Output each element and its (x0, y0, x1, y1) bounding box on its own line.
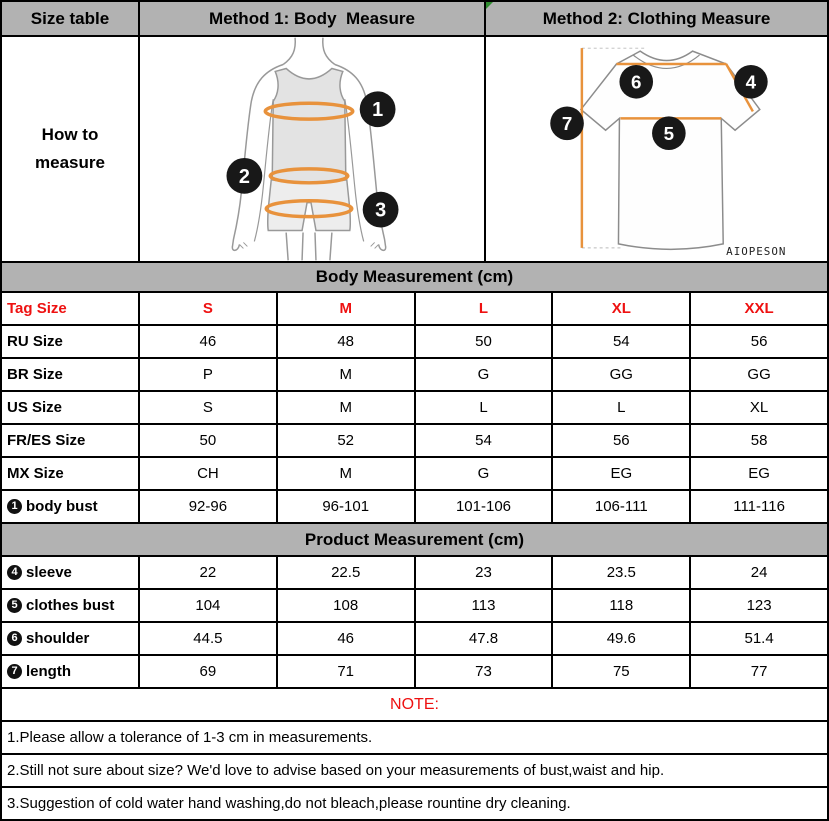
table-row-fres-size (2, 423, 827, 456)
row-label: US Size (7, 399, 63, 416)
svg-text:4: 4 (745, 71, 757, 93)
svg-text:6: 6 (631, 71, 642, 93)
row-label-text: shoulder (26, 630, 90, 647)
marker-5-icon (652, 116, 686, 150)
row-label (2, 623, 138, 654)
clothing-measure-illustration (484, 37, 827, 261)
value-cell: 54 (414, 425, 552, 456)
row-label-text: sleeve (26, 564, 72, 581)
value-cell: S (138, 392, 276, 423)
marker-1-icon (360, 91, 396, 127)
method2-header-label: Method 2: Clothing Measure (542, 8, 771, 28)
row-label (2, 557, 138, 588)
product-measurement-title-row (2, 522, 827, 555)
value-cell: 24 (689, 557, 827, 588)
value-cell: 44.5 (138, 623, 276, 654)
value-cell: 101-106 (414, 491, 552, 522)
value-cell: 113 (414, 590, 552, 621)
value-cell: M (276, 392, 414, 423)
note-row-2 (2, 753, 827, 786)
value-cell: P (138, 359, 276, 390)
svg-text:5: 5 (663, 123, 675, 145)
row-label: FR/ES Size (7, 432, 86, 449)
body-measure-illustration (138, 37, 484, 261)
value-cell: 46 (138, 326, 276, 357)
table-row-us-size (2, 390, 827, 423)
note-row-1 (2, 720, 827, 753)
top-header-row (2, 2, 827, 35)
size-cell: XXL (689, 293, 827, 324)
marker-3-icon (363, 192, 399, 228)
body-measurement-title: Body Measurement (cm) (2, 263, 827, 291)
how-to-measure-label: How to measure (35, 124, 105, 172)
product-measurement-title: Product Measurement (cm) (2, 524, 827, 555)
note-text: 1.Please allow a tolerance of 1-3 cm in measurements. (7, 729, 373, 746)
marker-6-icon (619, 65, 653, 99)
value-cell: 104 (138, 590, 276, 621)
table-row-body-bust (2, 489, 827, 522)
table-row-ru-size (2, 324, 827, 357)
svg-text:3: 3 (375, 199, 387, 222)
svg-text:7: 7 (561, 113, 573, 135)
value-cell: 58 (689, 425, 827, 456)
svg-text:1: 1 (372, 99, 384, 122)
value-cell: GG (551, 359, 689, 390)
size-cell: L (414, 293, 552, 324)
value-cell: 96-101 (276, 491, 414, 522)
row-label (2, 656, 138, 687)
table-row-shoulder (2, 621, 827, 654)
row-label (2, 491, 138, 522)
value-cell: 54 (551, 326, 689, 357)
value-cell: 108 (276, 590, 414, 621)
marker-1-badge-icon: 1 (7, 499, 22, 514)
value-cell: 77 (689, 656, 827, 687)
value-cell: 52 (276, 425, 414, 456)
body-measurement-title-row (2, 261, 827, 291)
tshirt-figure-icon (486, 37, 827, 261)
method1-header: Method 1: Body Measure (138, 2, 484, 35)
value-cell: 71 (276, 656, 414, 687)
value-cell: M (276, 359, 414, 390)
row-label-text: clothes bust (26, 597, 115, 614)
value-cell: L (414, 392, 552, 423)
marker-4-icon (734, 65, 768, 99)
size-cell: S (138, 293, 276, 324)
marker-6-badge-icon: 6 (7, 631, 22, 646)
value-cell: 22 (138, 557, 276, 588)
cell-corner-marker-icon (486, 2, 493, 9)
brand-label: AIOPESON (726, 244, 787, 258)
value-cell: 50 (138, 425, 276, 456)
value-cell: M (276, 458, 414, 489)
table-row-br-size (2, 357, 827, 390)
value-cell: EG (551, 458, 689, 489)
row-label (2, 590, 138, 621)
value-cell: 23 (414, 557, 552, 588)
value-cell: EG (689, 458, 827, 489)
note-title-row (2, 687, 827, 720)
value-cell: 69 (138, 656, 276, 687)
illustration-row (2, 35, 827, 261)
value-cell: XL (689, 392, 827, 423)
size-cell: M (276, 293, 414, 324)
row-label-text: body bust (26, 498, 98, 515)
value-cell: 50 (414, 326, 552, 357)
value-cell: 75 (551, 656, 689, 687)
body-figure-icon (140, 37, 484, 261)
value-cell: 48 (276, 326, 414, 357)
size-table-header: Size table (2, 2, 138, 35)
value-cell: 118 (551, 590, 689, 621)
svg-text:2: 2 (238, 165, 250, 188)
value-cell: 51.4 (689, 623, 827, 654)
value-cell: 47.8 (414, 623, 552, 654)
marker-7-badge-icon: 7 (7, 664, 22, 679)
marker-7-icon (550, 106, 584, 140)
marker-4-badge-icon: 4 (7, 565, 22, 580)
note-title: NOTE: (390, 695, 439, 713)
value-cell: 56 (551, 425, 689, 456)
value-cell: 49.6 (551, 623, 689, 654)
value-cell: 111-116 (689, 491, 827, 522)
row-label: BR Size (7, 366, 63, 383)
value-cell: 56 (689, 326, 827, 357)
marker-2-icon (226, 158, 262, 194)
value-cell: CH (138, 458, 276, 489)
value-cell: GG (689, 359, 827, 390)
value-cell: 46 (276, 623, 414, 654)
table-row-clothes-bust (2, 588, 827, 621)
row-label-text: length (26, 663, 71, 680)
row-label: RU Size (7, 333, 63, 350)
value-cell: 123 (689, 590, 827, 621)
table-row-mx-size (2, 456, 827, 489)
value-cell: 22.5 (276, 557, 414, 588)
note-row-3 (2, 786, 827, 819)
table-row-sleeve (2, 555, 827, 588)
value-cell: 73 (414, 656, 552, 687)
size-cell: XL (551, 293, 689, 324)
value-cell: L (551, 392, 689, 423)
table-row-length (2, 654, 827, 687)
row-label: MX Size (7, 465, 64, 482)
value-cell: G (414, 359, 552, 390)
note-text: 2.Still not sure about size? We'd love to advise based on your measurements of bust,waist and hip. (7, 762, 665, 779)
row-label: Tag Size (7, 300, 67, 317)
value-cell: G (414, 458, 552, 489)
value-cell: 92-96 (138, 491, 276, 522)
value-cell: 106-111 (551, 491, 689, 522)
marker-5-badge-icon: 5 (7, 598, 22, 613)
tag-size-row (2, 291, 827, 324)
value-cell: 23.5 (551, 557, 689, 588)
note-text: 3.Suggestion of cold water hand washing,do not bleach,please rountine dry cleaning. (7, 795, 571, 812)
method2-header (484, 2, 827, 35)
